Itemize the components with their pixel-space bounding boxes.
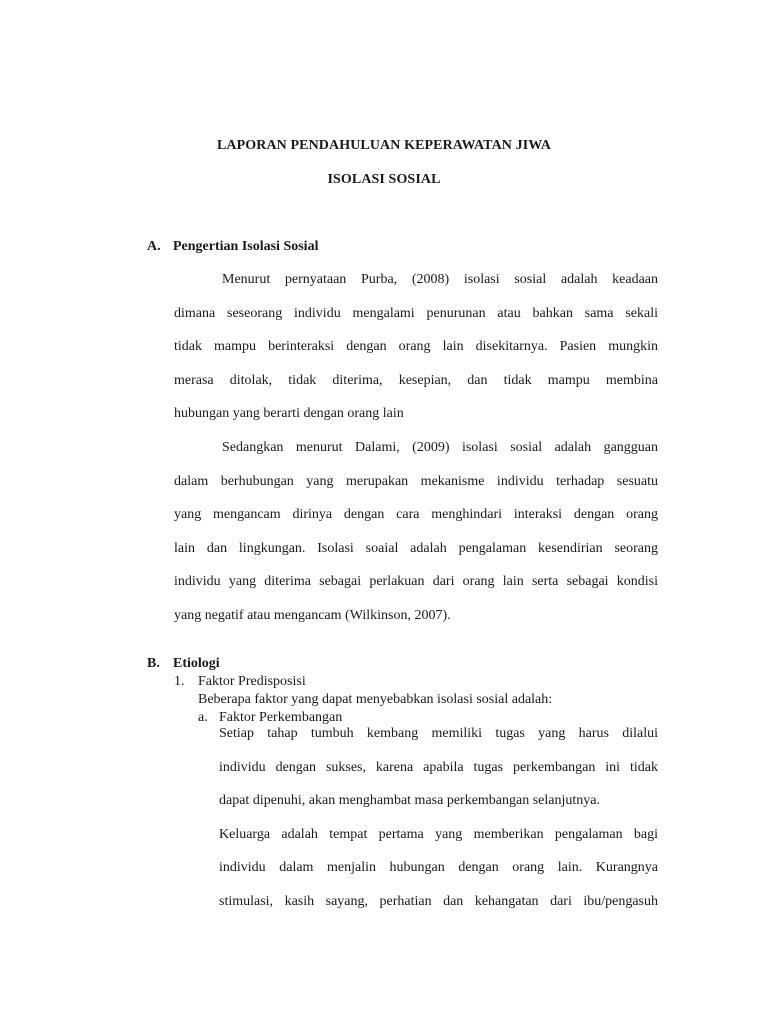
paragraph-line: hubungan yang berarti dengan orang lain	[174, 406, 404, 421]
section-a-title: Pengertian Isolasi Sosial	[173, 239, 319, 254]
paragraph-line: tidak mampu berinteraksi dengan orang lain disekitarnya. Pasien mungkin	[174, 339, 658, 354]
sub-item-marker: a.	[198, 710, 208, 725]
paragraph-line: yang mengancam dirinya dengan cara menghindari interaksi dengan orang	[174, 507, 658, 522]
paragraph-line: dalam berhubungan yang merupakan mekanisme individu terhadap sesuatu	[174, 474, 658, 489]
paragraph-line: individu dengan sukses, karena apabila tugas perkembangan ini tidak	[219, 760, 658, 775]
list-item-number: 1.	[174, 674, 185, 689]
paragraph-line: lain dan lingkungan. Isolasi soaial adalah pengalaman kesendirian seorang	[174, 541, 658, 556]
paragraph-line: Menurut pernyataan Purba, (2008) isolasi sosial adalah keadaan	[222, 272, 658, 287]
paragraph-line: Setiap tahap tumbuh kembang memiliki tugas yang harus dilalui	[219, 726, 658, 741]
paragraph-line: dapat dipenuhi, akan menghambat masa perkembangan selanjutnya.	[219, 793, 600, 808]
section-b-title: Etiologi	[173, 656, 220, 671]
list-item-label: Faktor Predisposisi	[198, 674, 306, 689]
paragraph-line: individu dalam menjalin hubungan dengan orang lain. Kurangnya	[219, 860, 658, 875]
paragraph-line: yang negatif atau mengancam (Wilkinson, 2007).	[174, 608, 451, 623]
paragraph-line: dimana seseorang individu mengalami penurunan atau bahkan sama sekali	[174, 306, 658, 321]
list-item-intro: Beberapa faktor yang dapat menyebabkan isolasi sosial adalah:	[198, 692, 553, 707]
section-a-marker: A.	[147, 239, 161, 254]
sub-item-label: Faktor Perkembangan	[219, 710, 343, 725]
section-b-marker: B.	[147, 656, 160, 671]
paragraph-line: individu yang diterima sebagai perlakuan dari orang lain serta sebagai kondisi	[174, 574, 658, 589]
document-subtitle: ISOLASI SOSIAL	[327, 172, 441, 187]
paragraph-line: Keluarga adalah tempat pertama yang memberikan pengalaman bagi	[219, 827, 658, 842]
paragraph-line: merasa ditolak, tidak diterima, kesepian, dan tidak mampu membina	[174, 373, 658, 388]
paragraph-line: Sedangkan menurut Dalami, (2009) isolasi sosial adalah gangguan	[222, 440, 658, 455]
document-title: LAPORAN PENDAHULUAN KEPERAWATAN JIWA	[216, 138, 552, 153]
paragraph-line: stimulasi, kasih sayang, perhatian dan kehangatan dari ibu/pengasuh	[219, 894, 658, 909]
